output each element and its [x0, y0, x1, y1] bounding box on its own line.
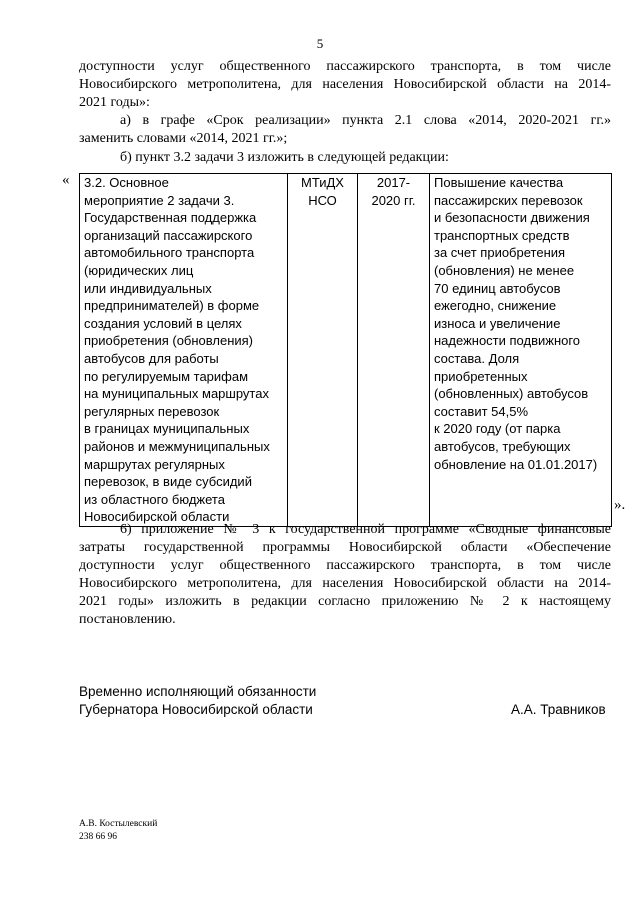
page-number: 5 [316, 36, 324, 51]
item-6-line: затраты государственной программы Новосибирской области «Обеспечение [79, 540, 611, 555]
closing-quote: ». [614, 497, 626, 513]
opening-quote: « [62, 172, 70, 188]
cell-line: и безопасности движения [434, 210, 590, 226]
period-cell [358, 174, 430, 527]
cell-line: надежности подвижного [434, 333, 581, 349]
paragraph-line: 2021 годы»: [79, 95, 150, 110]
cell-line: пассажирских перевозок [434, 192, 583, 208]
signatory-title: Губернатора Новосибирской области [79, 702, 313, 717]
cell-line: транспортных средств [434, 227, 570, 243]
cell-line: создания условий в целях [84, 315, 242, 331]
cell-line: износа и увеличение [434, 315, 561, 331]
cell-line: приобретенных [434, 368, 528, 384]
cell-line: приобретения (обновления) [84, 333, 254, 349]
item-6-line: доступности услуг общественного пассажирского транспорта, в том числе [79, 558, 611, 573]
cell-line: 70 единиц автобусов [434, 280, 561, 296]
cell-line: мероприятие 2 задачи 3. [84, 192, 235, 208]
executor-phone: 238 66 96 [79, 832, 117, 842]
cell-line: составит 54,5% [434, 403, 529, 419]
cell-line: 2017- [376, 175, 411, 190]
cell-line: предпринимателей) в форме [84, 298, 260, 314]
executor-name: А.В. Костылевский [79, 819, 158, 829]
cell-line: или индивидуальных [84, 280, 212, 296]
cell-line: из областного бюджета [84, 491, 225, 507]
cell-line: районов и межмуниципальных [84, 438, 270, 454]
cell-line: в границах муниципальных [84, 421, 250, 437]
cell-line: МТиДХ [301, 175, 344, 190]
cell-line: Повышение качества [434, 175, 564, 190]
cell-line: по регулируемым тарифам [84, 368, 249, 384]
cell-line: (юридических лиц [84, 262, 194, 278]
measure-table [79, 173, 612, 527]
cell-line: к 2020 году (от парка [434, 421, 561, 437]
cell-line: состава. Доля [434, 350, 520, 366]
cell-line: Государственная поддержка [84, 210, 257, 226]
cell-line: НСО [308, 192, 337, 208]
item-a-line: заменить словами «2014, 2021 гг.»; [79, 131, 288, 146]
item-6-line: Новосибирского метрополитена, для населения Новосибирской области на 2014- [79, 576, 611, 591]
cell-line: автомобильного транспорта [84, 245, 255, 261]
item-b-line: б) пункт 3.2 задачи 3 изложить в следующей редакции: [120, 150, 449, 165]
cell-line: 2020 гг. [371, 192, 416, 208]
cell-line: 3.2. Основное [84, 175, 169, 190]
cell-line: организаций пассажирского [84, 227, 253, 243]
item-a-line: а) в графе «Срок реализации» пункта 2.1 слова «2014, 2020-2021 гг.» [120, 113, 611, 128]
cell-line: регулярных перевозок [84, 403, 220, 419]
cell-line: автобусов, требующих [434, 438, 571, 454]
cell-line: автобусов для работы [84, 350, 219, 366]
cell-line: ежегодно, снижение [434, 298, 557, 314]
cell-line: (обновления) не менее [434, 262, 575, 278]
cell-line: на муниципальных маршрутах [84, 386, 269, 402]
cell-line: за счет приобретения [434, 245, 566, 261]
item-6-line: 2021 годы» изложить в редакции согласно приложению № 2 к настоящему [79, 594, 611, 609]
table-row [80, 174, 612, 527]
paragraph-line: доступности услуг общественного пассажирского транспорта, в том числе [79, 59, 611, 74]
item-6-line: постановлению. [79, 612, 176, 627]
paragraph-line: Новосибирского метрополитена, для населения Новосибирской области на 2014- [79, 77, 611, 92]
cell-line: Новосибирской области [84, 509, 230, 525]
cell-line: маршрутах регулярных [84, 456, 225, 472]
cell-line: (обновленных) автобусов [434, 386, 589, 402]
measure-description-cell [80, 174, 288, 527]
signatory-title: Временно исполняющий обязанности [79, 684, 317, 699]
result-cell [430, 174, 612, 527]
cell-line: обновление на 01.01.2017) [434, 456, 598, 472]
item-6-line: 6) приложение № 3 к государственной программе «Сводные финансовые [120, 522, 611, 537]
signatory-name: А.А. Травников [511, 702, 606, 717]
cell-line: перевозок, в виде субсидий [84, 474, 252, 490]
responsible-cell [288, 174, 358, 527]
